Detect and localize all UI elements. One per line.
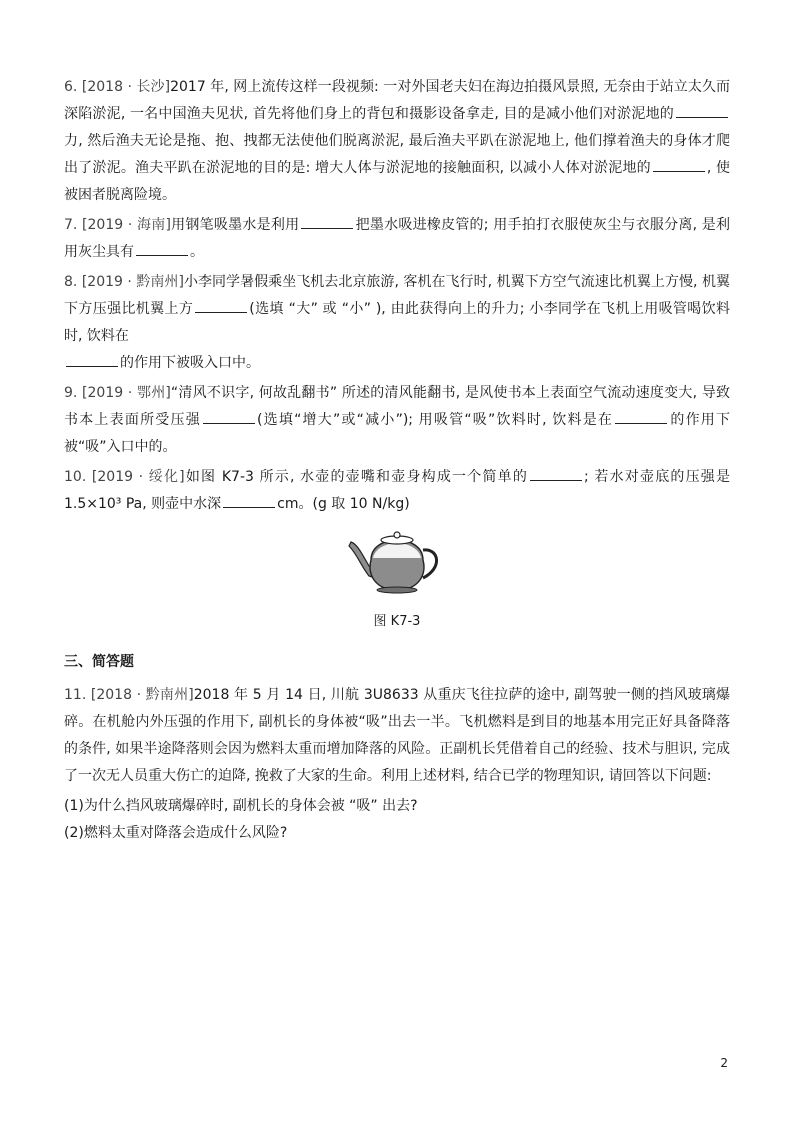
question-text: “清风不识字, 何故乱翻书” 所述的清风能翻书, 是风使书本上表面空气流动速度变大, 导致书本上表面所受压强 — [64, 385, 731, 428]
question-text: (选填“增大”或“减小”); 用吸管“吸”饮料时, 饮料是在 — [256, 412, 614, 428]
figure-caption: 图 K7-3 — [373, 614, 421, 629]
question-text: 。 — [190, 244, 204, 260]
answer-blank[interactable] — [203, 409, 255, 424]
question-9 — [64, 380, 730, 461]
answer-blank[interactable] — [653, 157, 705, 172]
question-text: cm。(g 取 10 N/kg) — [277, 496, 410, 512]
section-title: 三、简答题 — [64, 654, 134, 670]
question-text: 小李同学暑假乘坐飞机去北京旅游, 客机在飞行时, 机翼下方空气流速比机翼上方慢, 机翼下方压强比机翼上方 — [64, 274, 730, 317]
teapot-illustration — [347, 530, 447, 596]
question-7 — [64, 212, 730, 266]
question-8 — [64, 269, 730, 377]
question-text: 2017 年, 网上流传这样一段视频: 一对外国老夫妇在海边拍摄风景照, 无奈由于站立太久而深陷淤泥, 一名中国渔夫见状, 首先将他们身上的背包和摄影设备拿走, 目的是减小他们对淤泥地的 — [64, 79, 730, 122]
sub-question-2: (2)燃料太重对降落会造成什么风险? — [64, 825, 288, 841]
question-text: 把墨水吸进橡皮管的; 用手拍打衣服使灰尘与衣服分离, 是利用灰尘具有 — [64, 217, 731, 260]
answer-blank[interactable] — [136, 241, 188, 256]
question-source: 9. [2019 · 鄂州] — [64, 385, 171, 401]
answer-blank[interactable] — [530, 466, 582, 481]
question-source: 6. [2018 · 长沙] — [64, 79, 171, 95]
question-source: 7. [2019 · 海南] — [64, 217, 171, 233]
question-text: (选填 “大” 或 “小” ), 由此获得向上的升力; 小李同学在飞机上用吸管喝饮料时, 饮料在 — [64, 301, 731, 344]
answer-blank[interactable] — [615, 409, 667, 424]
question-source: 8. [2019 · 黔南州] — [64, 274, 184, 290]
page-content — [64, 74, 730, 847]
question-text: 2018 年 5 月 14 日, 川航 3U8633 从重庆飞往拉萨的途中, 副驾驶一侧的挡风玻璃爆碎。在机舱内外压强的作用下, 副机长的身体被“吸”出去一半。飞机燃料是到目的地基本用完正好具备降落的条件, 如果半途降落则会因为燃料太重而增加降落的风险。正副机长凭借着自己的经验、技术与胆识, 完成了一次无人员重大伤亡的迫降, 挽救了大家的生命。利用上述材料, 结合已学的物理知识, 请回答以下问题: — [64, 687, 730, 784]
question-source: 10. [2019 · 绥化] — [64, 469, 185, 485]
answer-blank[interactable] — [223, 493, 275, 508]
sub-question-1: (1)为什么挡风玻璃爆碎时, 副机长的身体会被 “吸” 出去? — [64, 798, 418, 814]
answer-blank[interactable] — [676, 103, 728, 118]
answer-blank[interactable] — [195, 298, 247, 313]
question-source: 11. [2018 · 黔南州] — [64, 687, 194, 703]
question-text: 如图 K7-3 所示, 水壶的壶嘴和壶身构成一个简单的 — [184, 469, 529, 485]
question-text: 的作用下被“吸”入口中的。 — [64, 412, 731, 455]
question-text: , 使被困者脱离险境。 — [64, 160, 730, 203]
question-text: 用钢笔吸墨水是利用 — [170, 217, 300, 233]
question-10 — [64, 464, 730, 518]
answer-blank[interactable] — [66, 352, 118, 367]
teapot-figure — [64, 530, 730, 606]
page-number: 2 — [720, 1056, 728, 1070]
question-text: 力, 然后渔夫无论是拖、抱、拽都无法使他们脱离淤泥, 最后渔夫平趴在淤泥地上, 他们撑着渔夫的身体才爬出了淤泥。渔夫平趴在淤泥地的目的是: 增大人体与淤泥地的接触面积, 以减小人体对淤泥地的 — [64, 133, 730, 176]
question-text: ; 若水对壶底的压强是 1.5×10³ Pa, 则壶中水深 — [64, 469, 730, 512]
question-11 — [64, 682, 730, 790]
question-6 — [64, 74, 730, 209]
answer-blank[interactable] — [301, 214, 353, 229]
question-text: 的作用下被吸入口中。 — [120, 355, 260, 371]
